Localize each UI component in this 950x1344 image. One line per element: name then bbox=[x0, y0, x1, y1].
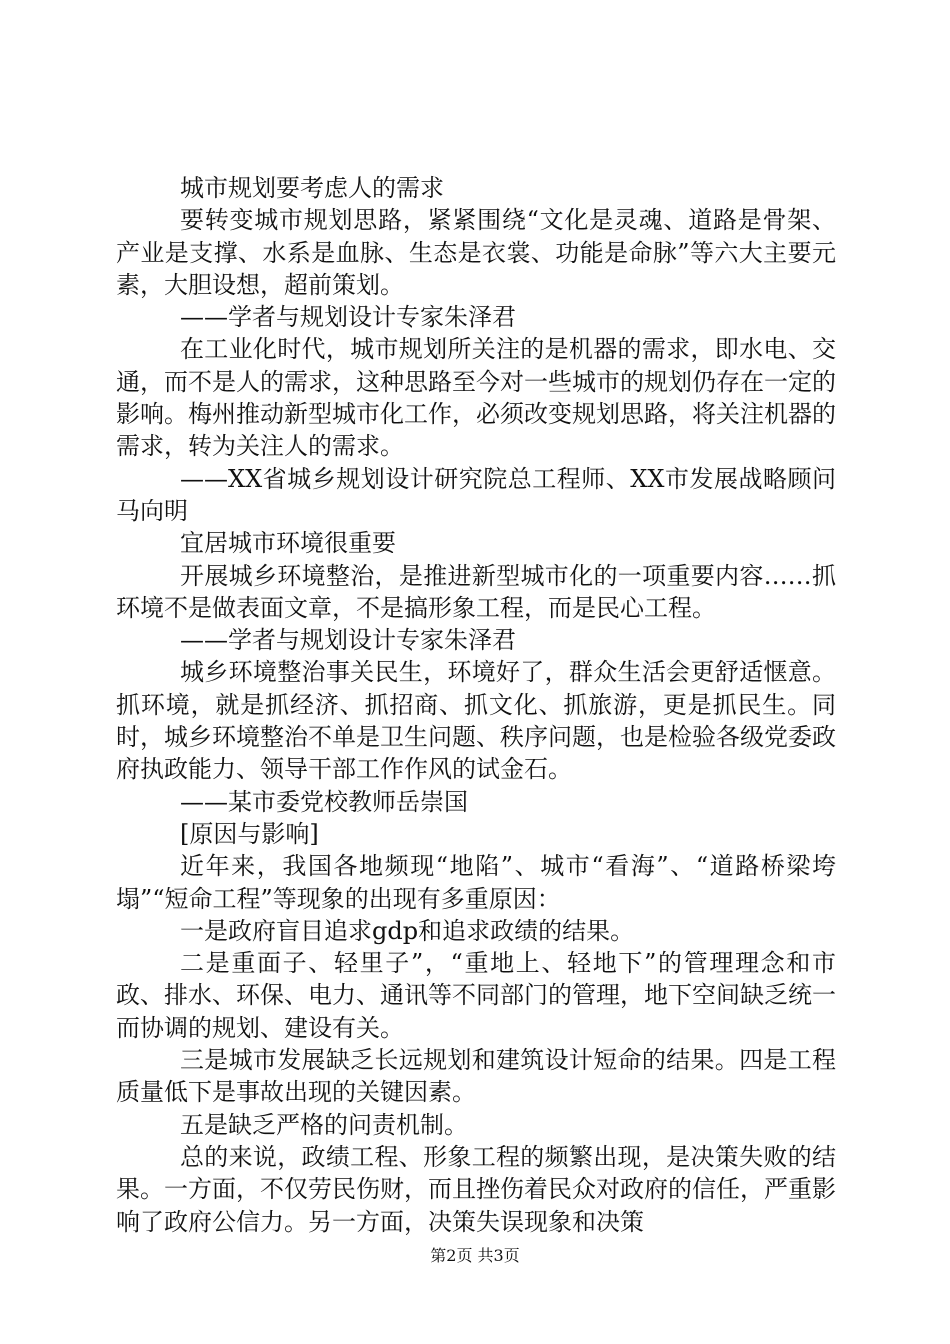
document-body bbox=[116, 172, 836, 1238]
paragraph: 城乡环境整治事关民生，环境好了，群众生活会更舒适惬意。抓环境，就是抓经济、抓招商、抓文化、抓旅游，更是抓民生。同时，城乡环境整治不单是卫生问题、秩序问题，也是检验各级党委政府执政能力、领导干部工作作风的试金石。 bbox=[116, 658, 836, 784]
section-heading: [原因与影响] bbox=[180, 819, 319, 848]
paragraph: 一是政府盲目追求gdp和追求政绩的结果。 bbox=[180, 916, 635, 945]
attribution: ——学者与规划设计专家朱泽君 bbox=[180, 626, 516, 655]
section-heading: 宜居城市环境很重要 bbox=[180, 529, 396, 558]
paragraph: 总的来说，政绩工程、形象工程的频繁出现，是决策失败的结果。一方面，不仅劳民伤财，而且挫伤着民众对政府的信任，严重影响了政府公信力。另一方面，决策失误现象和决策 bbox=[116, 1142, 836, 1236]
attribution: ——某市委党校教师岳崇国 bbox=[180, 787, 468, 816]
attribution: ——学者与规划设计专家朱泽君 bbox=[180, 303, 516, 332]
paragraph: 在工业化时代，城市规划所关注的是机器的需求，即水电、交通，而不是人的需求，这种思路至今对一些城市的规划仍存在一定的影响。梅州推动新型城市化工作，必须改变规划思路，将关注机器的需求，转为关注人的需求。 bbox=[116, 335, 836, 461]
paragraph: 开展城乡环境整治，是推进新型城市化的一项重要内容……抓环境不是做表面文章，不是搞形象工程，而是民心工程。 bbox=[116, 561, 836, 622]
page-number-footer: 第2页 共3页 bbox=[430, 1246, 520, 1265]
attribution: ——XX省城乡规划设计研究院总工程师、XX市发展战略顾问马向明 bbox=[116, 464, 836, 525]
paragraph: 近年来，我国各地频现“地陷”、城市“看海”、“道路桥梁垮塌”“短命工程”等现象的出现有多重原因： bbox=[116, 852, 836, 913]
paragraph: 要转变城市规划思路，紧紧围绕“文化是灵魂、道路是骨架、产业是支撑、水系是血脉、生态是衣裳、功能是命脉”等六大主要元素，大胆设想，超前策划。 bbox=[116, 206, 836, 299]
section-heading: 城市规划要考虑人的需求 bbox=[180, 174, 444, 202]
paragraph: 五是缺乏严格的问责机制。 bbox=[180, 1110, 468, 1139]
paragraph: 三是城市发展缺乏长远规划和建筑设计短命的结果。四是工程质量低下是事故出现的关键因素。 bbox=[116, 1046, 836, 1107]
paragraph: 二是重面子、轻里子”，“重地上、轻地下”的管理理念和市政、排水、环保、电力、通讯等不同部门的管理，地下空间缺乏统一而协调的规划、建设有关。 bbox=[116, 949, 836, 1042]
